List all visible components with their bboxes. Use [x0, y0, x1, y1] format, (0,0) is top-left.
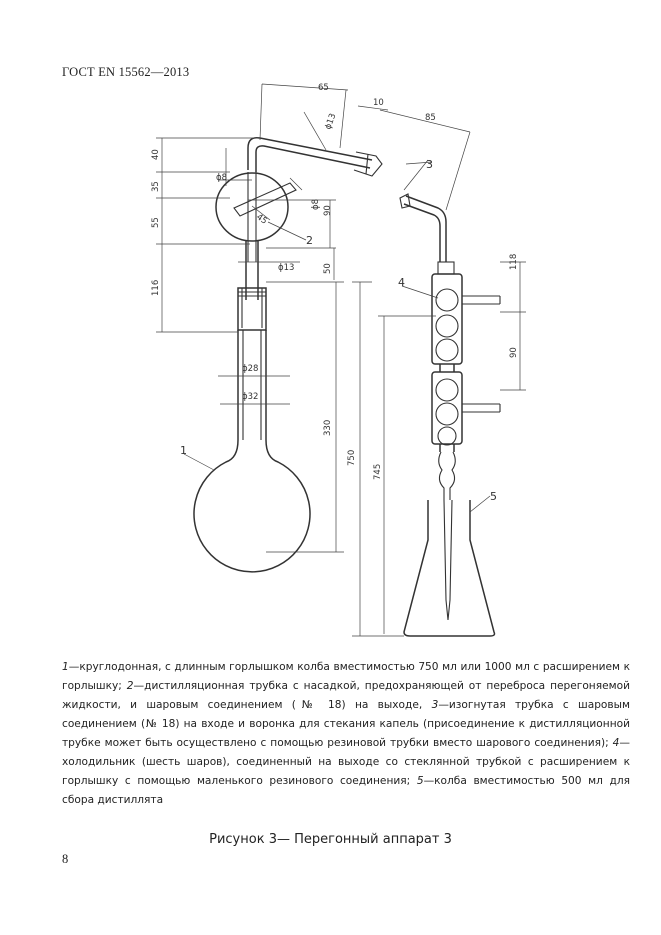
dim-750: 750	[347, 449, 357, 466]
dim-118: 118	[509, 253, 519, 270]
legend-text-1: —круглодонная, с длинным горлышком колба вместимостью 750 мл или 1000 мл с расширением к горлышку;	[62, 661, 630, 692]
dim-phi8-a: ϕ8	[216, 173, 228, 183]
dim-phi28: ϕ28	[242, 364, 259, 374]
dim-90-left: 90	[323, 205, 333, 216]
callout-5: 5	[490, 490, 497, 503]
bent-tube	[400, 194, 454, 274]
dim-330: 330	[323, 419, 333, 436]
callout-1: 1	[180, 444, 187, 457]
callout-4: 4	[398, 276, 405, 289]
condenser	[432, 274, 500, 500]
dim-55: 55	[151, 217, 161, 228]
dim-50: 50	[323, 263, 333, 274]
legend-text-2: —дистилляционная трубка с насадкой, предохраняющей от переброса перегоняемой жидкости, и шаровым соединением (№ 18) на выходе,	[62, 680, 630, 711]
dimension-lines	[156, 84, 526, 636]
dim-745: 745	[373, 463, 383, 480]
dim-90-right: 90	[509, 347, 519, 358]
dim-phi13-neck: ϕ13	[278, 263, 295, 273]
dim-phi32: ϕ32	[242, 392, 259, 402]
page-number: 8	[62, 852, 69, 866]
receiving-flask	[404, 500, 495, 636]
legend-ref-4: 4	[612, 737, 620, 749]
legend-text-5: —колба вместимостью 500 мл для сбора дистиллята	[62, 775, 630, 806]
dim-35: 35	[151, 181, 161, 192]
dim-phi13-top: ϕ13	[323, 112, 339, 132]
dim-45: 45	[254, 212, 269, 227]
dim-phi8-b: ϕ8	[311, 198, 321, 210]
figure-title: Рисунок 3— Перегонный аппарат 3	[209, 832, 452, 847]
legend-ref-3: 3	[431, 699, 439, 711]
dim-65: 65	[318, 83, 329, 93]
legend-ref-2: 2	[126, 680, 134, 692]
legend-ref-5: 5	[416, 775, 424, 787]
callout-3: 3	[426, 158, 433, 171]
distillation-tube	[216, 138, 382, 330]
legend-text-3: —изогнутая трубка с шаровым соединением (№ 18) на входе и воронка для стекания капель (присоединение к дистилляционной трубке может быть осуществлено с помощью резиновой трубки вместо шарового соединения);	[62, 699, 631, 749]
callout-2: 2	[306, 234, 313, 247]
dim-10: 10	[373, 98, 384, 108]
dim-116: 116	[151, 279, 161, 296]
figure-legend	[62, 658, 630, 810]
dim-40: 40	[151, 149, 161, 160]
legend-ref-1: 1	[62, 661, 69, 673]
dim-85: 85	[425, 113, 436, 123]
document-header: ГОСТ EN 15562—2013	[62, 65, 190, 79]
legend-text-4: —холодильник (шесть шаров), соединенный на выходе со стеклянной трубкой с расширением к горлышку с помощью маленького резинового соединения;	[62, 737, 630, 787]
